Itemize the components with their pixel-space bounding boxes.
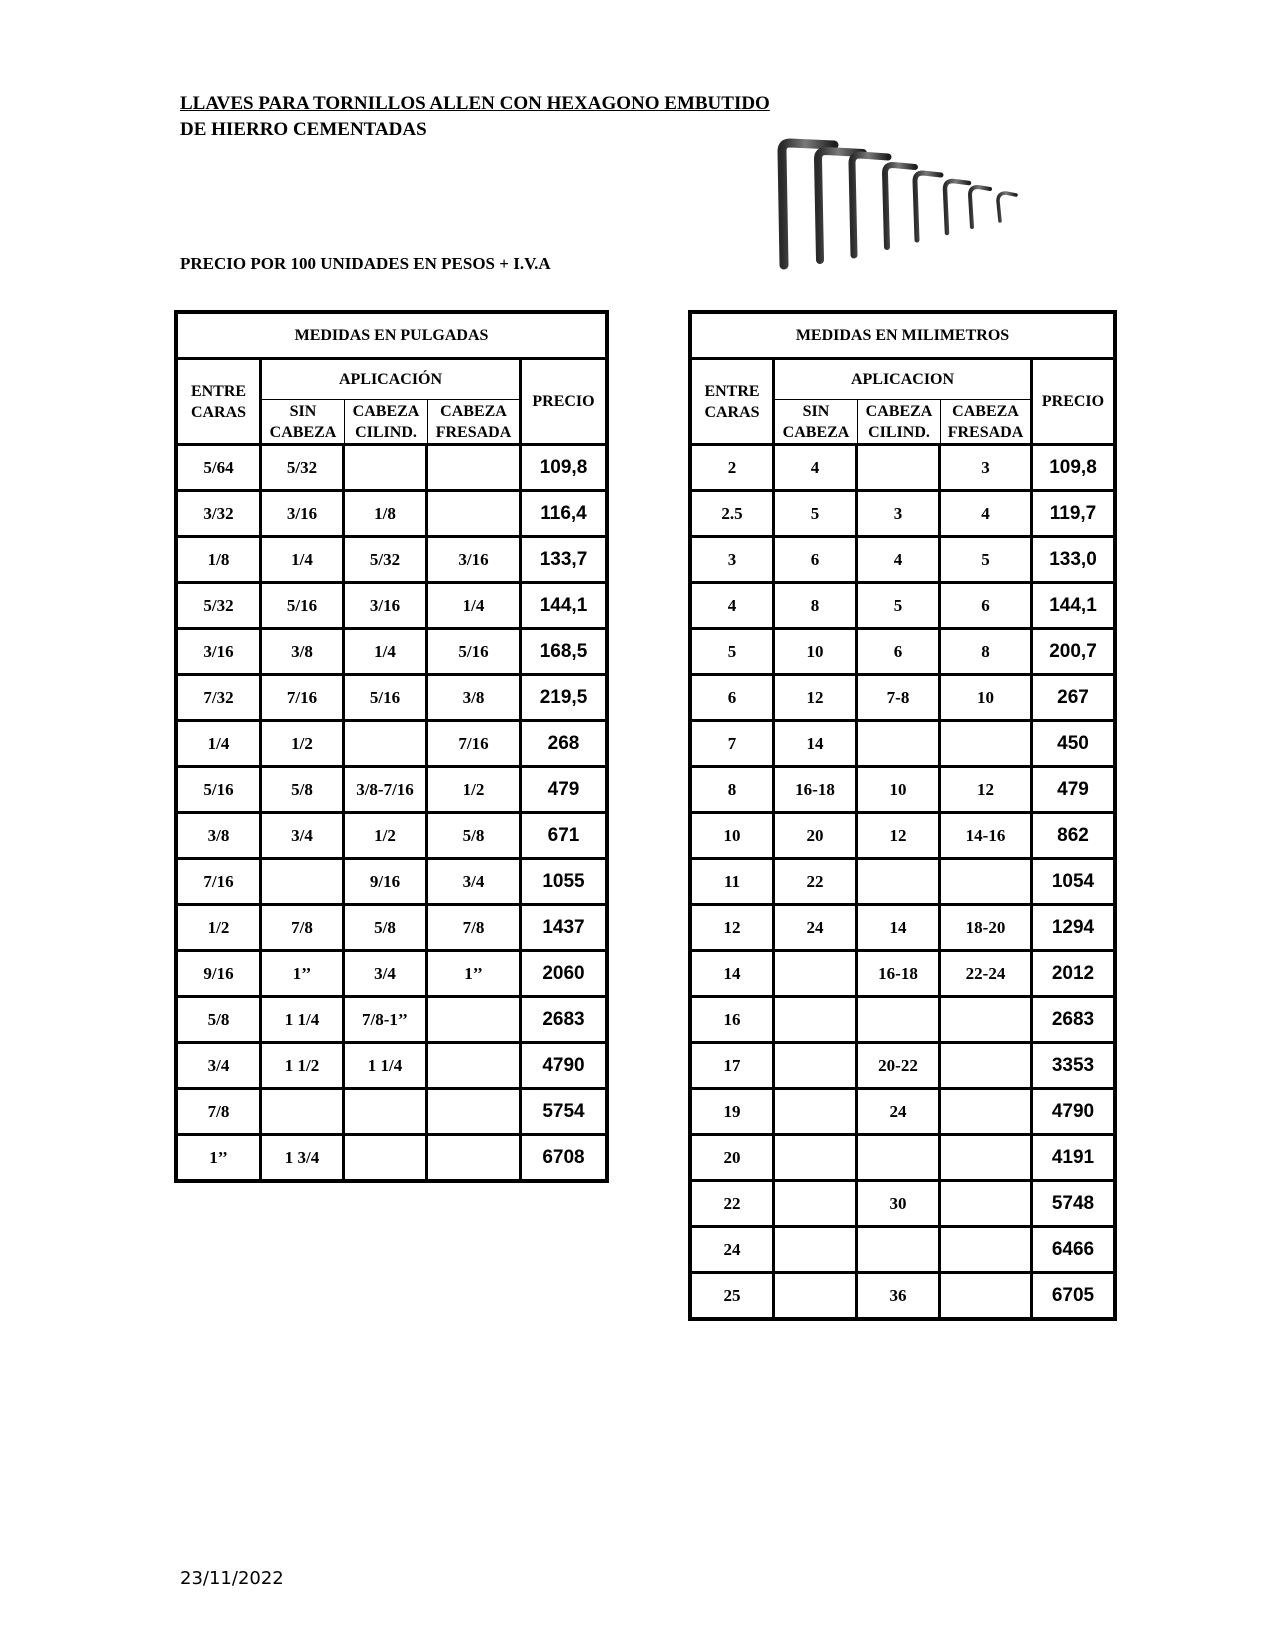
cell-cabeza-fresada: 18-20 <box>941 906 1033 952</box>
table-row <box>178 1136 605 1179</box>
cell-entre-caras: 3/4 <box>178 1044 262 1090</box>
col-header-sin-cabeza: SIN CABEZA <box>262 400 345 446</box>
cell-cabeza-fresada <box>428 492 522 538</box>
cell-sin-cabeza: 3/16 <box>262 492 345 538</box>
cell-sin-cabeza: 5/16 <box>262 584 345 630</box>
table-row <box>692 1090 1113 1136</box>
allen-key-shape <box>782 143 834 265</box>
cell-cabeza-cilind: 5/16 <box>345 676 428 722</box>
cell-cabeza-cilind: 14 <box>858 906 941 952</box>
cell-sin-cabeza: 4 <box>775 446 858 492</box>
cell-sin-cabeza: 1/4 <box>262 538 345 584</box>
cell-cabeza-fresada <box>941 860 1033 906</box>
cell-entre-caras: 5/32 <box>178 584 262 630</box>
table-row <box>692 860 1113 906</box>
cell-precio: 2683 <box>522 998 605 1044</box>
cell-cabeza-fresada <box>428 1136 522 1179</box>
cell-cabeza-cilind <box>858 446 941 492</box>
col-header-precio: PRECIO <box>522 360 605 446</box>
col-header-sin-cabeza: SIN CABEZA <box>775 400 858 446</box>
cell-entre-caras: 8 <box>692 768 775 814</box>
cell-entre-caras: 2 <box>692 446 775 492</box>
cell-cabeza-fresada: 5/16 <box>428 630 522 676</box>
cell-cabeza-cilind: 30 <box>858 1182 941 1228</box>
table-row <box>178 1044 605 1090</box>
cell-entre-caras: 24 <box>692 1228 775 1274</box>
allen-keys-image <box>770 125 1035 290</box>
cell-cabeza-cilind: 3/4 <box>345 952 428 998</box>
cell-cabeza-cilind: 24 <box>858 1090 941 1136</box>
cell-precio: 479 <box>522 768 605 814</box>
cell-cabeza-fresada: 22-24 <box>941 952 1033 998</box>
cell-cabeza-cilind: 9/16 <box>345 860 428 906</box>
cell-sin-cabeza: 8 <box>775 584 858 630</box>
cell-entre-caras: 1/8 <box>178 538 262 584</box>
inch-price-table <box>174 310 609 1183</box>
footer-date: 23/11/2022 <box>180 1568 284 1589</box>
cell-cabeza-cilind <box>858 860 941 906</box>
cell-cabeza-fresada: 14-16 <box>941 814 1033 860</box>
cell-sin-cabeza: 7/16 <box>262 676 345 722</box>
col-header-aplicacion: APLICACION <box>775 360 1033 400</box>
cell-cabeza-fresada: 8 <box>941 630 1033 676</box>
cell-sin-cabeza <box>775 1274 858 1317</box>
cell-entre-caras: 7/32 <box>178 676 262 722</box>
cell-cabeza-fresada <box>941 722 1033 768</box>
cell-cabeza-cilind: 36 <box>858 1274 941 1317</box>
cell-sin-cabeza: 1 1/2 <box>262 1044 345 1090</box>
cell-cabeza-cilind: 5/8 <box>345 906 428 952</box>
mm-price-table <box>688 310 1117 1321</box>
col-header-entre-caras: ENTRE CARAS <box>178 360 262 446</box>
table-row <box>692 906 1113 952</box>
cell-cabeza-fresada <box>941 1228 1033 1274</box>
col-header-cabeza-fresada: CABEZA FRESADA <box>941 400 1033 446</box>
cell-precio: 133,0 <box>1033 538 1113 584</box>
cell-entre-caras: 3/32 <box>178 492 262 538</box>
cell-precio: 2683 <box>1033 998 1113 1044</box>
cell-precio: 479 <box>1033 768 1113 814</box>
cell-precio: 1054 <box>1033 860 1113 906</box>
cell-entre-caras: 17 <box>692 1044 775 1090</box>
cell-precio: 268 <box>522 722 605 768</box>
cell-precio: 119,7 <box>1033 492 1113 538</box>
table-row <box>692 1182 1113 1228</box>
cell-entre-caras: 1/4 <box>178 722 262 768</box>
table-row <box>178 814 605 860</box>
cell-sin-cabeza: 14 <box>775 722 858 768</box>
cell-cabeza-fresada: 10 <box>941 676 1033 722</box>
cell-cabeza-fresada: 1’’ <box>428 952 522 998</box>
cell-precio: 144,1 <box>522 584 605 630</box>
table-row <box>692 998 1113 1044</box>
cell-cabeza-cilind: 16-18 <box>858 952 941 998</box>
cell-cabeza-cilind: 7-8 <box>858 676 941 722</box>
cell-cabeza-cilind <box>858 998 941 1044</box>
table-row <box>178 722 605 768</box>
cell-cabeza-fresada: 3 <box>941 446 1033 492</box>
cell-sin-cabeza: 3/8 <box>262 630 345 676</box>
cell-precio: 219,5 <box>522 676 605 722</box>
table-row <box>692 584 1113 630</box>
document-title: LLAVES PARA TORNILLOS ALLEN CON HEXAGONO EMBUTIDO <box>180 93 770 114</box>
cell-cabeza-cilind: 1/8 <box>345 492 428 538</box>
cell-cabeza-cilind <box>345 722 428 768</box>
cell-sin-cabeza: 1 1/4 <box>262 998 345 1044</box>
table-row <box>178 630 605 676</box>
cell-precio: 267 <box>1033 676 1113 722</box>
cell-entre-caras: 1/2 <box>178 906 262 952</box>
cell-cabeza-fresada <box>941 1136 1033 1182</box>
table-row <box>178 906 605 952</box>
cell-precio: 4790 <box>1033 1090 1113 1136</box>
table-row <box>692 538 1113 584</box>
cell-precio: 168,5 <box>522 630 605 676</box>
mm-table-wrapper <box>688 310 1117 1321</box>
cell-sin-cabeza: 3/4 <box>262 814 345 860</box>
table-row <box>178 446 605 492</box>
cell-sin-cabeza <box>775 1090 858 1136</box>
cell-sin-cabeza <box>775 952 858 998</box>
table-row <box>178 538 605 584</box>
cell-cabeza-fresada: 3/16 <box>428 538 522 584</box>
cell-sin-cabeza: 20 <box>775 814 858 860</box>
cell-precio: 6705 <box>1051 1284 1095 1306</box>
cell-entre-caras: 20 <box>692 1136 775 1182</box>
cell-sin-cabeza: 7/8 <box>262 906 345 952</box>
table-row <box>692 446 1113 492</box>
cell-cabeza-cilind: 1/4 <box>345 630 428 676</box>
table-row <box>692 630 1113 676</box>
table-row <box>692 814 1113 860</box>
cell-cabeza-fresada <box>428 1090 522 1136</box>
allen-key-shape <box>998 193 1016 221</box>
cell-precio: 109,8 <box>522 446 605 492</box>
cell-entre-caras: 3/8 <box>178 814 262 860</box>
cell-entre-caras: 5/64 <box>178 446 262 492</box>
cell-sin-cabeza: 1’’ <box>262 952 345 998</box>
col-header-cabeza-cilind: CABEZA CILIND. <box>858 400 941 446</box>
table-row <box>692 1136 1113 1182</box>
cell-sin-cabeza <box>775 1136 858 1182</box>
cell-entre-caras: 5/16 <box>178 768 262 814</box>
cell-precio: 862 <box>1033 814 1113 860</box>
table-row <box>178 768 605 814</box>
inch-table-wrapper <box>174 310 609 1183</box>
cell-entre-caras: 22 <box>692 1182 775 1228</box>
col-header-cabeza-fresada: CABEZA FRESADA <box>428 400 522 446</box>
table-row <box>692 722 1113 768</box>
cell-sin-cabeza <box>775 998 858 1044</box>
cell-cabeza-fresada <box>428 1044 522 1090</box>
cell-sin-cabeza: 5/8 <box>262 768 345 814</box>
allen-key-shape <box>915 173 941 240</box>
table-row <box>178 492 605 538</box>
cell-cabeza-cilind <box>345 1136 428 1179</box>
cell-cabeza-fresada <box>941 1090 1033 1136</box>
cell-cabeza-cilind <box>345 1090 428 1136</box>
cell-cabeza-fresada <box>941 998 1033 1044</box>
cell-sin-cabeza: 1/2 <box>262 722 345 768</box>
cell-entre-caras: 25 <box>692 1274 775 1317</box>
cell-cabeza-fresada <box>941 1274 1033 1317</box>
cell-precio: 5748 <box>1033 1182 1113 1228</box>
cell-precio: 6708 <box>542 1146 585 1168</box>
allen-key-shape <box>970 187 990 227</box>
cell-entre-caras: 7/16 <box>178 860 262 906</box>
col-header-cabeza-cilind: CABEZA CILIND. <box>345 400 428 446</box>
cell-sin-cabeza: 12 <box>775 676 858 722</box>
allen-key-shape <box>945 181 969 233</box>
cell-sin-cabeza <box>775 1228 858 1274</box>
cell-cabeza-fresada: 3/4 <box>428 860 522 906</box>
table-row <box>692 1228 1113 1274</box>
table-row <box>178 584 605 630</box>
cell-entre-caras: 9/16 <box>178 952 262 998</box>
cell-entre-caras: 3/16 <box>178 630 262 676</box>
cell-sin-cabeza: 24 <box>775 906 858 952</box>
cell-cabeza-cilind: 10 <box>858 768 941 814</box>
cell-entre-caras: 14 <box>692 952 775 998</box>
cell-cabeza-fresada: 4 <box>941 492 1033 538</box>
cell-cabeza-fresada: 5/8 <box>428 814 522 860</box>
table-row <box>692 492 1113 538</box>
cell-cabeza-cilind: 1/2 <box>345 814 428 860</box>
table-row <box>178 676 605 722</box>
cell-cabeza-cilind: 5 <box>858 584 941 630</box>
cell-cabeza-cilind: 7/8-1’’ <box>345 998 428 1044</box>
cell-sin-cabeza <box>775 1044 858 1090</box>
cell-cabeza-fresada <box>428 446 522 492</box>
cell-entre-caras: 11 <box>692 860 775 906</box>
cell-precio: 4191 <box>1033 1136 1113 1182</box>
cell-cabeza-fresada: 6 <box>941 584 1033 630</box>
cell-entre-caras: 12 <box>692 906 775 952</box>
cell-cabeza-fresada: 7/8 <box>428 906 522 952</box>
table-row <box>692 1044 1113 1090</box>
cell-sin-cabeza: 16-18 <box>775 768 858 814</box>
cell-cabeza-fresada: 1/4 <box>428 584 522 630</box>
col-header-precio: PRECIO <box>1033 360 1113 446</box>
cell-cabeza-fresada: 1/2 <box>428 768 522 814</box>
cell-entre-caras: 2.5 <box>692 492 775 538</box>
cell-precio: 133,7 <box>522 538 605 584</box>
cell-cabeza-cilind <box>858 722 941 768</box>
table-row <box>692 768 1113 814</box>
cell-sin-cabeza: 5 <box>775 492 858 538</box>
cell-cabeza-cilind: 12 <box>858 814 941 860</box>
cell-precio: 4790 <box>522 1044 605 1090</box>
price-note: PRECIO POR 100 UNIDADES EN PESOS + I.V.A <box>180 254 551 273</box>
cell-precio: 116,4 <box>522 492 605 538</box>
cell-precio: 2012 <box>1033 952 1113 998</box>
document-subtitle: DE HIERRO CEMENTADAS <box>180 119 427 140</box>
cell-precio: 144,1 <box>1033 584 1113 630</box>
cell-cabeza-cilind: 4 <box>858 538 941 584</box>
cell-precio: 450 <box>1033 722 1113 768</box>
cell-cabeza-fresada: 7/16 <box>428 722 522 768</box>
mm-table-title: MEDIDAS EN MILIMETROS <box>692 314 1113 360</box>
cell-precio: 6466 <box>1033 1228 1113 1274</box>
cell-sin-cabeza: 10 <box>775 630 858 676</box>
cell-precio: 2060 <box>522 952 605 998</box>
cell-sin-cabeza <box>262 1090 345 1136</box>
table-row <box>692 676 1113 722</box>
table-row <box>692 952 1113 998</box>
cell-cabeza-cilind <box>345 446 428 492</box>
cell-cabeza-cilind: 3/8-7/16 <box>345 768 428 814</box>
cell-cabeza-cilind: 5/32 <box>345 538 428 584</box>
cell-cabeza-cilind: 3/16 <box>345 584 428 630</box>
cell-cabeza-cilind: 20-22 <box>858 1044 941 1090</box>
cell-precio: 1055 <box>522 860 605 906</box>
cell-cabeza-cilind: 1 1/4 <box>345 1044 428 1090</box>
allen-key-shape <box>885 165 915 247</box>
cell-entre-caras: 3 <box>692 538 775 584</box>
cell-precio: 5754 <box>522 1090 605 1136</box>
cell-precio: 1294 <box>1033 906 1113 952</box>
cell-entre-caras: 7/8 <box>178 1090 262 1136</box>
cell-entre-caras: 4 <box>692 584 775 630</box>
cell-sin-cabeza <box>262 860 345 906</box>
cell-cabeza-cilind: 3 <box>858 492 941 538</box>
cell-cabeza-cilind: 6 <box>858 630 941 676</box>
cell-precio: 671 <box>522 814 605 860</box>
cell-cabeza-cilind <box>858 1136 941 1182</box>
cell-entre-caras: 19 <box>692 1090 775 1136</box>
col-header-aplicacion: APLICACIÓN <box>262 360 522 400</box>
table-row <box>178 952 605 998</box>
table-row <box>178 1090 605 1136</box>
cell-precio: 200,7 <box>1033 630 1113 676</box>
cell-cabeza-fresada: 12 <box>941 768 1033 814</box>
cell-entre-caras: 5/8 <box>178 998 262 1044</box>
cell-sin-cabeza: 5/32 <box>262 446 345 492</box>
cell-sin-cabeza: 1 3/4 <box>262 1136 345 1179</box>
cell-precio: 1437 <box>522 906 605 952</box>
cell-entre-caras: 16 <box>692 998 775 1044</box>
cell-entre-caras: 7 <box>692 722 775 768</box>
cell-entre-caras: 1’’ <box>178 1136 262 1179</box>
cell-precio: 109,8 <box>1033 446 1113 492</box>
cell-entre-caras: 5 <box>692 630 775 676</box>
table-row <box>692 1274 1113 1317</box>
table-row <box>178 998 605 1044</box>
cell-precio: 3353 <box>1033 1044 1113 1090</box>
cell-sin-cabeza: 6 <box>775 538 858 584</box>
cell-entre-caras: 10 <box>692 814 775 860</box>
cell-cabeza-fresada <box>941 1182 1033 1228</box>
col-header-entre-caras: ENTRE CARAS <box>692 360 775 446</box>
cell-sin-cabeza <box>775 1182 858 1228</box>
inch-table-title: MEDIDAS EN PULGADAS <box>178 314 605 360</box>
cell-cabeza-cilind <box>858 1228 941 1274</box>
cell-cabeza-fresada <box>428 998 522 1044</box>
table-row <box>178 860 605 906</box>
cell-entre-caras: 6 <box>692 676 775 722</box>
cell-cabeza-fresada: 3/8 <box>428 676 522 722</box>
cell-cabeza-fresada: 5 <box>941 538 1033 584</box>
cell-cabeza-fresada <box>941 1044 1033 1090</box>
cell-sin-cabeza: 22 <box>775 860 858 906</box>
